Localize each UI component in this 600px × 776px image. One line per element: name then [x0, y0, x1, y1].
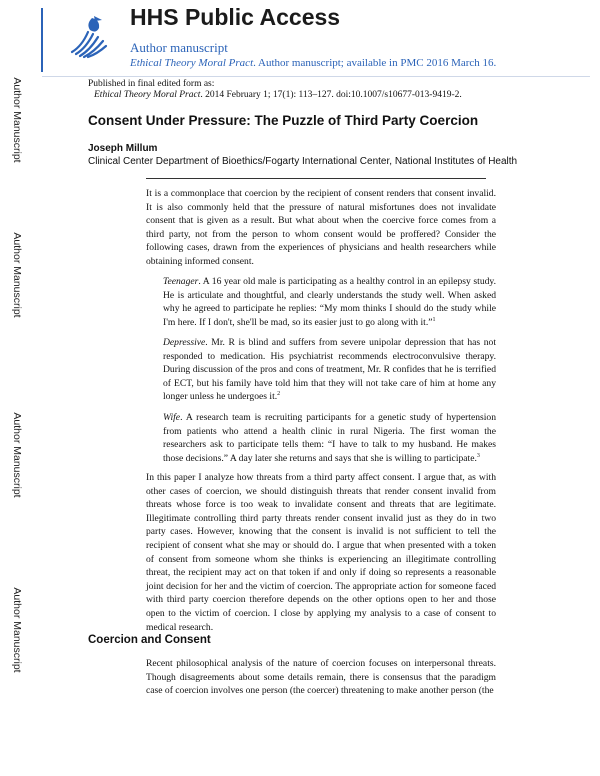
page-title: HHS Public Access [130, 4, 341, 30]
side-label-author-manuscript: Author Manuscript [11, 412, 23, 498]
footnote-marker[interactable]: 3 [476, 452, 480, 459]
side-label-author-manuscript: Author Manuscript [11, 77, 23, 163]
availability-text: . Author manuscript; available in PMC 2016 March 16. [253, 57, 497, 69]
author-affiliation: Clinical Center Department of Bioethics/Fogarty International Center, National Institutes of Health [88, 156, 518, 167]
section-body: Recent philosophical analysis of the nature of coercion focuses on interpersonal threats. Though disagreements about some details remain, there is consensus that the paradigm case of coercion involves one person (the coercer) threatening to make another person (the [146, 658, 496, 697]
article-title: Consent Under Pressure: The Puzzle of Third Party Coercion [88, 113, 479, 128]
case-name: Wife [163, 412, 181, 423]
abstract-main: In this paper I analyze how threats from a third party affect consent. I argue that, as with other cases of coercion, we should distinguish threats that render consent invalid from threats whose force is too weak to invalidate consent and threats that are legitimate. Illegitimate controlling third party threats render consent invalid just as they do in two party cases. However, knowing that the consent is invalid is not sufficient to tell the recipient of consent what she may or should do. I argue that when presented with a token of consent from someone whom she thinks is experiencing an illegitimate controlling threat, the recipient may act on that token if and only if doing so represents a reasonable joint decision for her and the victim of coercion. The appropriate action for someone faced with third party coercion therefore depends on the other options open to her and those open to the victim of coercion. I close by applying my analysis to a case of consent to medical research. [146, 472, 496, 633]
case-text: . A research team is recruiting participants for a genetic study of hypertension from patients who attend a health clinic in rural Nigeria. The first woman the researchers ask to participate tells them: “I have to talk to my husband. He makes those decisions.” A day later she returns and says that she is willing to participate. [163, 412, 496, 464]
header-divider [42, 76, 590, 77]
section-heading: Coercion and Consent [88, 634, 211, 646]
hhs-eagle-logo-icon [66, 12, 112, 60]
side-label-author-manuscript: Author Manuscript [11, 587, 23, 673]
manuscript-type: Author manuscript [130, 40, 228, 55]
abstract-divider [146, 178, 486, 179]
journal-name: Ethical Theory Moral Pract [130, 57, 254, 69]
header-accent-line [41, 8, 43, 72]
citation-details: . 2014 February 1; 17(1): 113–127. doi:10.1007/s10677-013-9419-2. [200, 90, 462, 100]
case-text: . Mr. R is blind and suffers from severe unipolar depression that has not responded to medication. His psychiatrist recommends electroconvulsive therapy. During discussion of the pros and cons of treatment, Mr. R confides that he is terrified of ECT, but his family have told him that they will not take care of him at home any longer unless he undergoes it. [163, 337, 496, 403]
abstract-intro: It is a commonplace that coercion by the recipient of consent renders that consent invalid. It is also commonly held that the pressure of natural misfortunes does not invalidate consent that is given as a result. But what about when the coercive force comes from a third party, not from the person to whom consent would be proffered? Consider the following cases, drawn from the experiences of physicians and health researchers while obtaining informed consent. [146, 188, 496, 267]
journal-availability [130, 57, 496, 69]
case-depressive [163, 336, 496, 404]
published-citation [94, 90, 462, 100]
case-name: Teenager [163, 276, 199, 287]
side-label-author-manuscript: Author Manuscript [11, 232, 23, 318]
case-teenager [163, 275, 496, 329]
case-text: . A 16 year old male is participating as a healthy control in an epilepsy study. He is articulate and thoughtful, and clearly understands the study well. When asked why he agreed to participate he replies: “My mom thinks I should do the study while I'm here. If I don't, she'll be mad, so its easier just to go along with it.” [163, 276, 496, 328]
footnote-marker[interactable]: 1 [432, 316, 436, 323]
case-wife [163, 411, 496, 465]
citation-journal: Ethical Theory Moral Pract [94, 90, 201, 100]
author-name: Joseph Millum [88, 143, 158, 154]
published-label: Published in final edited form as: [88, 79, 215, 89]
case-name: Depressive [163, 337, 206, 348]
footnote-marker[interactable]: 2 [277, 391, 281, 398]
